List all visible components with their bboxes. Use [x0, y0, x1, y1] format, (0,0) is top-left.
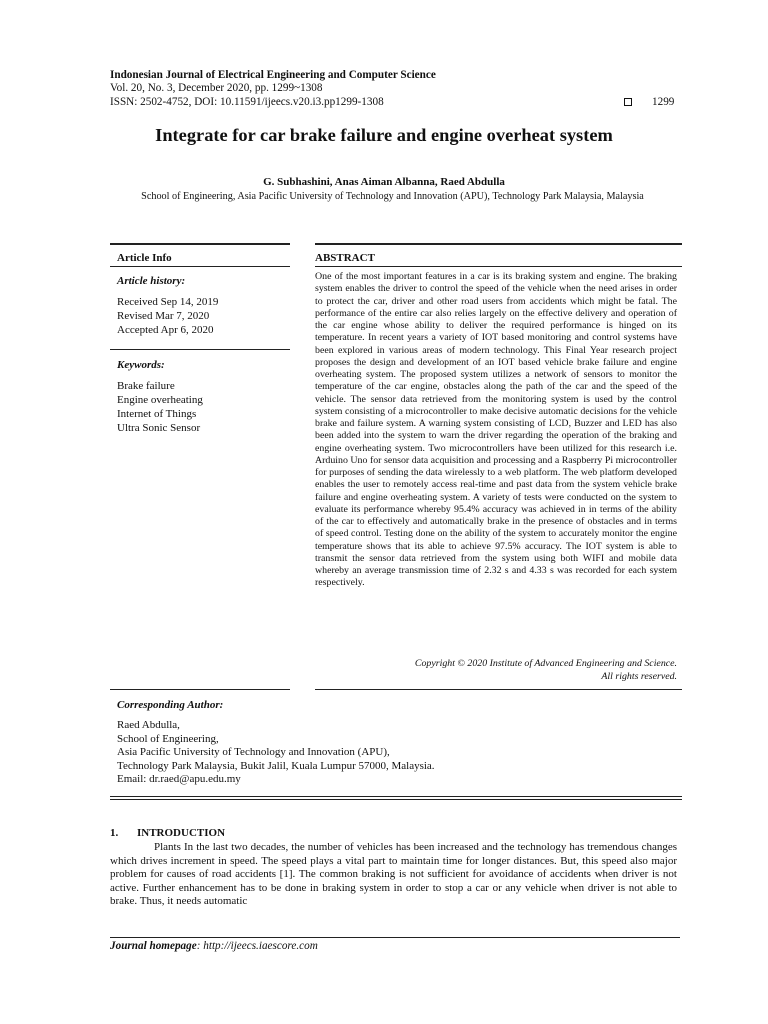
- divider: [315, 243, 682, 245]
- introduction-body: Plants In the last two decades, the number of vehicles has been increased and the technology has tremendous changes which drives increment in speed. The speed plays a vital part to maintain time for longer distances. But, this speed also major problem for causes of road accidents [1]. The common braking is not sufficient for avoidance of accidents when driver is not active. Further enhancement has to be done in braking system in order to stop a car or any vehicle when driver is not able to brake. Thus, it needs automatic: [110, 841, 677, 908]
- divider: [110, 349, 290, 350]
- divider: [110, 689, 290, 690]
- paper-title: Integrate for car brake failure and engine overheat system: [155, 125, 613, 145]
- divider: [110, 799, 682, 800]
- abstract-body: One of the most important features in a car is its braking system and engine. The braking system enables the driver to control the speed of the vehicle when the need arises in order to protect the car, driver and other road users from accidents which might be fatal. The performance of the entire car also relies largely on the effective delivery and operation of the car engine whose ability to deliver the required performance is hinged on its temperature. In recent years a variety of IOT based monitoring and control systems have been explored in various areas of modern technology. This Final Year research project proposes the design and development of an IOT based vehicle brake failure and engine overheating system. The proposed system utilizes a network of sensors to monitor the temperature of the car engine, obstacles along the path of the car and the speed of the vehicle. The sensor data retrieved from the monitoring system is used by the control system consisting of a microcontroller to make decisive automatic decisions for the vehicle brake and failure system. A warning system consisting of LCD, Buzzer and LED has also been added into the system to warn the driver regarding the operation of the braking and engine overheating system. Two microcontrollers have been utilized for this research i.e. Arduino Uno for sensor data acquisition and processing and a Raspberry Pi microcontroller for purposes of sending the data wirelessly to a web platform. The web platform developed enables the user to remotely access real-time and past data from the system vehicle brake failure and engine overheating system. A variety of tests were conducted on the system to evaluate its performance whereby 95.4% accuracy was achieved in in terms of the ability of the car to effectively and automatically brake in the presence of obstacles and in terms of speed control. Testing done on the ability of the system to accurately monitor the engine temperature shows that its able to achieve 97.5% accuracy. The IOT system is able to transmit the sensor data retrieved from the system using both WIFI and mobile data whereby an average transmission time of 2.32 s and 4.33 s was recorded for each system respectively.: [315, 271, 677, 589]
- history-accepted: Accepted Apr 6, 2020: [117, 324, 214, 336]
- author-name: Raed Abdulla,: [117, 719, 180, 731]
- section-title: INTRODUCTION: [137, 827, 226, 839]
- journal-name: Indonesian Journal of Electrical Engineering and Computer Science: [110, 69, 436, 81]
- journal-volume: Vol. 20, No. 3, December 2020, pp. 1299~1308: [110, 82, 323, 94]
- section-number: 1.: [110, 827, 119, 839]
- paper-authors: G. Subhashini, Anas Aiman Albanna, Raed Abdulla: [263, 176, 505, 188]
- author-address: Technology Park Malaysia, Bukit Jalil, Kuala Lumpur 57000, Malaysia.: [117, 759, 435, 772]
- corresponding-author-details: [117, 719, 677, 787]
- rights-line: All rights reserved.: [601, 670, 677, 682]
- divider: [315, 266, 682, 267]
- keyword-item: Engine overheating: [117, 394, 203, 406]
- journal-homepage: [110, 940, 318, 952]
- keywords-list: [117, 379, 203, 435]
- journal-issn-doi: ISSN: 2502-4752, DOI: 10.11591/ijeecs.v20.i3.pp1299-1308: [110, 96, 384, 108]
- footer-divider: [110, 937, 680, 938]
- article-history-heading: Article history:: [117, 275, 186, 287]
- divider: [110, 266, 290, 267]
- section-heading: [110, 827, 225, 839]
- divider: [110, 243, 290, 245]
- author-email: Email: dr.raed@apu.edu.my: [117, 773, 241, 786]
- keyword-item: Brake failure: [117, 380, 175, 392]
- author-school: School of Engineering,: [117, 732, 219, 745]
- copyright-line: Copyright © 2020 Institute of Advanced Engineering and Science.: [414, 658, 677, 669]
- article-info-heading: Article Info: [117, 252, 172, 264]
- abstract-heading: ABSTRACT: [315, 252, 375, 264]
- author-affiliation: School of Engineering, Asia Pacific University of Technology and Innovation (APU), Technology Park Malaysia, Malaysia: [141, 191, 644, 202]
- square-bullet-icon: [624, 98, 632, 106]
- copyright-notice: [315, 658, 677, 683]
- corresponding-author-heading: Corresponding Author:: [117, 699, 224, 711]
- divider: [315, 689, 682, 690]
- history-received: Received Sep 14, 2019: [117, 296, 219, 308]
- keyword-item: Ultra Sonic Sensor: [117, 422, 201, 434]
- homepage-label: Journal homepage: [110, 940, 197, 952]
- author-university: Asia Pacific University of Technology and Innovation (APU),: [117, 746, 390, 759]
- keyword-item: Internet of Things: [117, 408, 197, 420]
- homepage-url[interactable]: : http://ijeecs.iaescore.com: [196, 940, 318, 952]
- history-revised: Revised Mar 7, 2020: [117, 310, 210, 322]
- page-number: 1299: [652, 96, 675, 108]
- article-history-list: [117, 295, 218, 337]
- divider: [110, 796, 682, 797]
- keywords-heading: Keywords:: [117, 359, 165, 371]
